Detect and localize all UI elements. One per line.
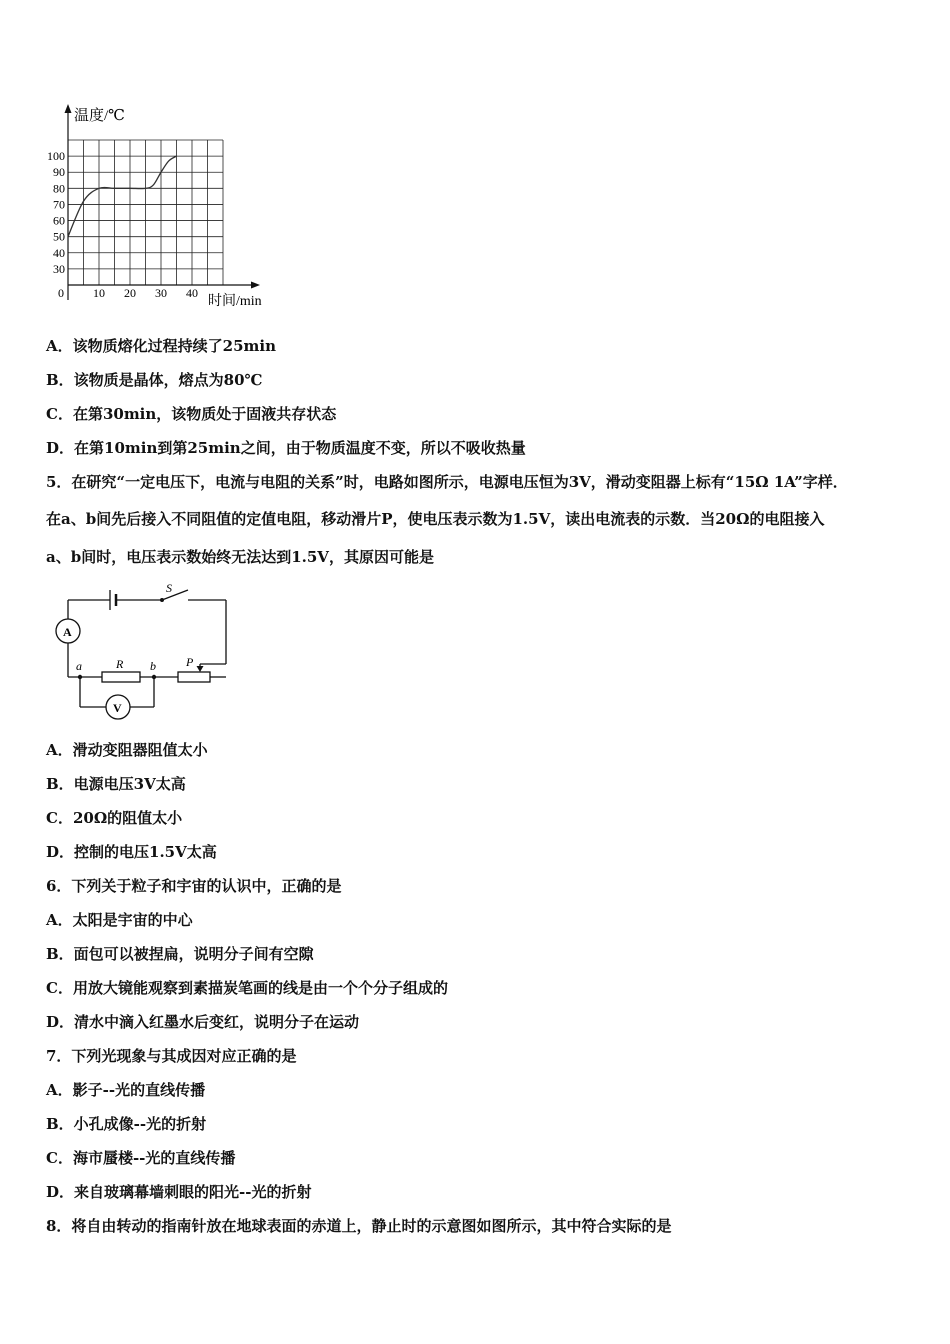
- q6-option-b: B．面包可以被捏扁，说明分子间有空隙: [46, 945, 314, 963]
- y-tick-label: 80: [53, 181, 65, 196]
- ammeter-label: A: [63, 625, 72, 639]
- y-tick-labels: [47, 149, 65, 276]
- slider-label: P: [186, 655, 194, 669]
- x-tick-label: 40: [186, 286, 198, 300]
- q5-stem-line-1: 5．在研究“一定电压下，电流与电阻的关系”时，电路如图所示，电源电压恒为3V，滑动变阻器上标有“15Ω 1A”字样．: [46, 473, 848, 491]
- y-tick-label: 30: [53, 261, 65, 276]
- circuit-svg: [50, 582, 240, 722]
- q5-stem-line-2: 在a、b间先后接入不同阻值的定值电阻，移动滑片P，使电压表示数为1.5V，读出电流表的示数．当20Ω的电阻接入: [46, 510, 825, 528]
- origin-label: 0: [58, 286, 64, 300]
- y-axis-arrow: [65, 104, 72, 113]
- x-axis-label: 时间/min: [208, 294, 262, 309]
- y-axis-label: 温度/℃: [74, 108, 125, 124]
- q8-stem: 8．将自由转动的指南针放在地球表面的赤道上，静止时的示意图如图所示，其中符合实际的是: [46, 1217, 672, 1235]
- q7-option-a: A．影子--光的直线传播: [46, 1081, 206, 1099]
- q4-option-a: A．该物质熔化过程持续了25min: [46, 337, 276, 355]
- q4-option-c: C．在第30min，该物质处于固液共存状态: [46, 405, 337, 423]
- q6-option-a: A．太阳是宇宙的中心: [46, 911, 193, 929]
- q5-option-b: B．电源电压3V太高: [46, 775, 186, 793]
- y-tick-label: 60: [53, 213, 65, 228]
- q7-option-b: B．小孔成像--光的折射: [46, 1115, 207, 1133]
- graph-svg: [40, 100, 280, 315]
- q5-option-d: D．控制的电压1.5V太高: [46, 843, 217, 861]
- x-tick-labels: [93, 286, 198, 300]
- x-tick-label: 30: [155, 286, 167, 300]
- q6-option-c: C．用放大镜能观察到素描炭笔画的线是由一个个分子组成的: [46, 979, 448, 997]
- resistor-label: R: [116, 657, 124, 671]
- temperature-time-graph: [40, 100, 280, 315]
- voltmeter-label: V: [113, 701, 122, 715]
- circuit-diagram: [50, 582, 240, 722]
- x-axis-arrow: [251, 282, 260, 289]
- y-tick-label: 100: [47, 149, 65, 164]
- q5-option-a: A．滑动变阻器阻值太小: [46, 741, 208, 759]
- switch-pivot: [160, 598, 164, 602]
- x-tick-label: 20: [124, 286, 136, 300]
- y-tick-label: 70: [53, 197, 65, 212]
- q7-option-d: D．来自玻璃幕墙刺眼的阳光--光的折射: [46, 1183, 312, 1201]
- junction-a: [78, 675, 82, 679]
- junction-b: [152, 675, 156, 679]
- y-tick-label: 90: [53, 165, 65, 180]
- point-b-label: b: [150, 659, 156, 673]
- q4-option-d: D．在第10min到第25min之间，由于物质温度不变，所以不吸收热量: [46, 439, 526, 457]
- temperature-curve: [68, 156, 177, 237]
- y-tick-label: 50: [53, 229, 65, 244]
- point-a-label: a: [76, 659, 82, 673]
- q5-option-c: C．20Ω的阻值太小: [46, 809, 183, 827]
- q5-stem-line-3: a、b间时，电压表示数始终无法达到1.5V，其原因可能是: [46, 548, 434, 566]
- q4-option-b: B．该物质是晶体，熔点为80℃: [46, 371, 263, 389]
- x-tick-label: 10: [93, 286, 105, 300]
- graph-grid: [68, 140, 223, 285]
- y-tick-label: 40: [53, 245, 65, 260]
- slider-arrow-icon: [197, 666, 204, 672]
- q6-option-d: D．清水中滴入红墨水后变红，说明分子在运动: [46, 1013, 360, 1031]
- switch-label: S: [166, 582, 172, 595]
- q7-option-c: C．海市蜃楼--光的直线传播: [46, 1149, 236, 1167]
- q7-stem: 7．下列光现象与其成因对应正确的是: [46, 1047, 297, 1065]
- q6-stem: 6．下列关于粒子和宇宙的认识中，正确的是: [46, 877, 342, 895]
